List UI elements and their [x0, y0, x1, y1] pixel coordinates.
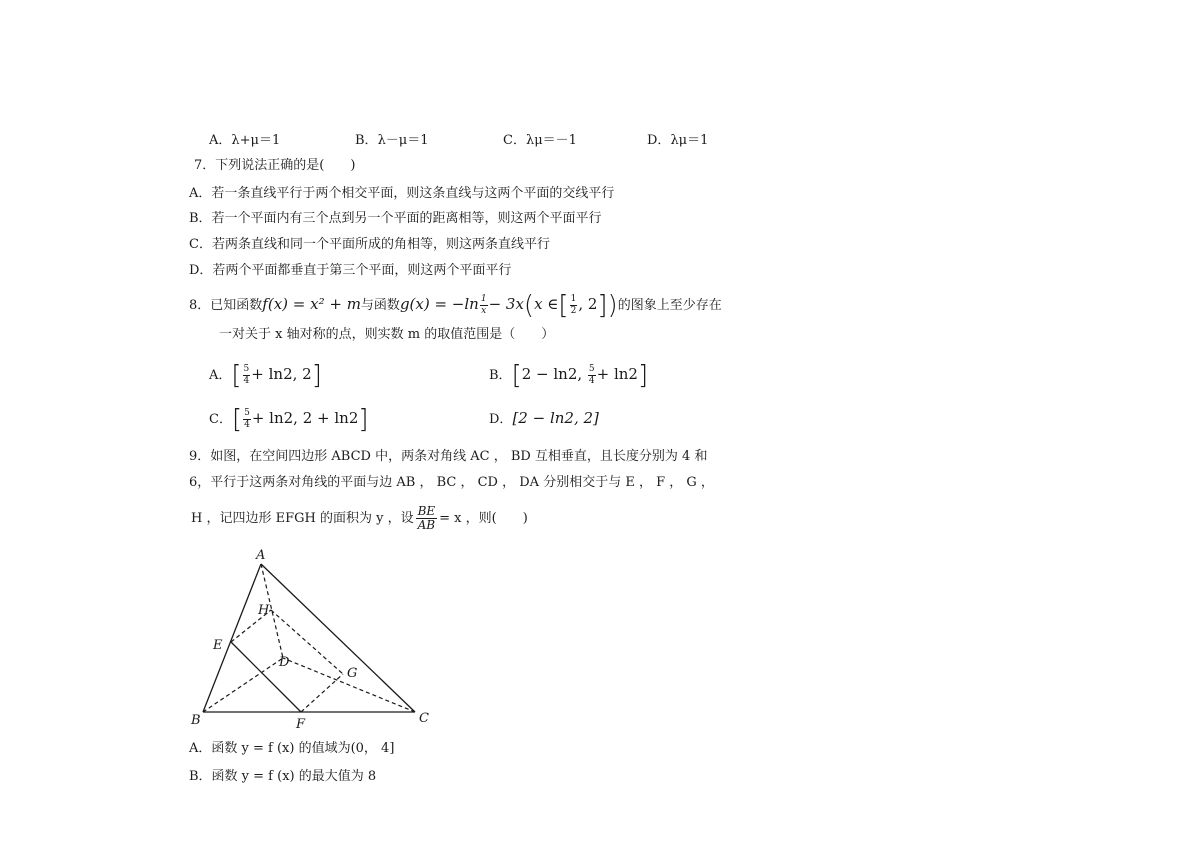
- q6-option-c: C．λμ＝－1: [503, 133, 577, 148]
- q8-option-b: B．[2 − ln2, $\frac{5}{4}$ + ln2]: [489, 360, 649, 391]
- q8-post: 的图象上至少存在: [617, 298, 722, 313]
- edge-ef: [231, 642, 301, 712]
- q7-option-b: B．若一个平面内有三个点到另一个平面的距离相等，则这两个平面平行: [189, 211, 602, 226]
- q7-option-c: C．若两条直线和同一个平面所成的角相等，则这两条直线平行: [189, 237, 550, 252]
- label-h: H: [258, 603, 270, 618]
- q9-line3: H ，记四边形 EFGH 的面积为 y ，设 $\frac{BE}{AB}$ = x ，则( ): [191, 504, 528, 532]
- edge-ac: [261, 564, 415, 712]
- q8-domain-b: , 2: [578, 295, 598, 313]
- q9-option-a: A．函数 y = f (x) 的值域为(0， 4]: [189, 741, 395, 756]
- q8-domain-a: x ∈: [534, 295, 559, 313]
- label-f: F: [296, 717, 306, 732]
- q9-line2: 6，平行于这两条对角线的平面与边 AB ， BC ， CD ， DA 分别相交于与 E ， F ， G ，: [189, 475, 714, 490]
- q8-mid: 与函数: [360, 298, 400, 313]
- q8-g-expression-b: − 3x: [488, 295, 524, 313]
- label-d: D: [279, 655, 290, 670]
- q6-option-d: D．λμ＝1: [647, 133, 709, 148]
- q8-g-expression-a: g(x) = −ln: [399, 295, 479, 313]
- q8-option-d: D．[2 − ln2, 2]: [489, 409, 599, 427]
- q6-option-a: A．λ+μ＝1: [209, 133, 281, 148]
- q8-stem-line1: 8．已知函数f(x) = x² + m与函数g(x) = −ln $\frac{1}{x}$ − 3x(x ∈[ $\frac{1}{2}$ , 2])的图象上至少存在: [189, 290, 722, 321]
- q8-option-a: A．[ $\frac{5}{4}$ + ln2, 2]: [209, 360, 322, 391]
- label-c: C: [419, 711, 429, 726]
- q7-stem: 7．下列说法正确的是( ): [194, 158, 356, 173]
- label-g: G: [347, 666, 358, 681]
- label-b: B: [191, 713, 201, 728]
- q9-option-b: B．函数 y = f (x) 的最大值为 8: [189, 769, 377, 784]
- label-a: A: [256, 548, 266, 563]
- q6-option-b: B．λ－μ＝1: [355, 133, 429, 148]
- q9-ratio-fraction: $\frac{BE}{AB}$: [417, 504, 436, 532]
- q8-stem-line2: 一对关于 x 轴对称的点，则实数 m 的取值范围是（ ）: [219, 327, 555, 342]
- q7-option-a: A．若一条直线平行于两个相交平面，则这条直线与这两个平面的交线平行: [189, 186, 615, 201]
- q9-line1: 9．如图，在空间四边形 ABCD 中，两条对角线 AC ， BD 互相垂直，且长度分别为 4 和: [189, 449, 708, 464]
- edge-ab: [203, 564, 261, 712]
- q8-number: 8．: [189, 298, 211, 313]
- label-e: E: [213, 638, 223, 653]
- q8-pre: 已知函数: [210, 298, 263, 313]
- q9-tetrahedron-figure: [185, 540, 445, 740]
- edge-bd: [203, 658, 283, 712]
- q8-option-c: C．[ $\frac{5}{4}$ + ln2, 2 + ln2]: [209, 404, 369, 435]
- q8-domain-fraction: $\frac{1}{2}$: [570, 294, 577, 316]
- q8-f-expression: f(x) = x² + m: [262, 295, 361, 313]
- q8-g-fraction: $\frac{1}{x}$: [480, 294, 487, 316]
- q7-option-d: D．若两个平面都垂直于第三个平面，则这两个平面平行: [189, 263, 512, 278]
